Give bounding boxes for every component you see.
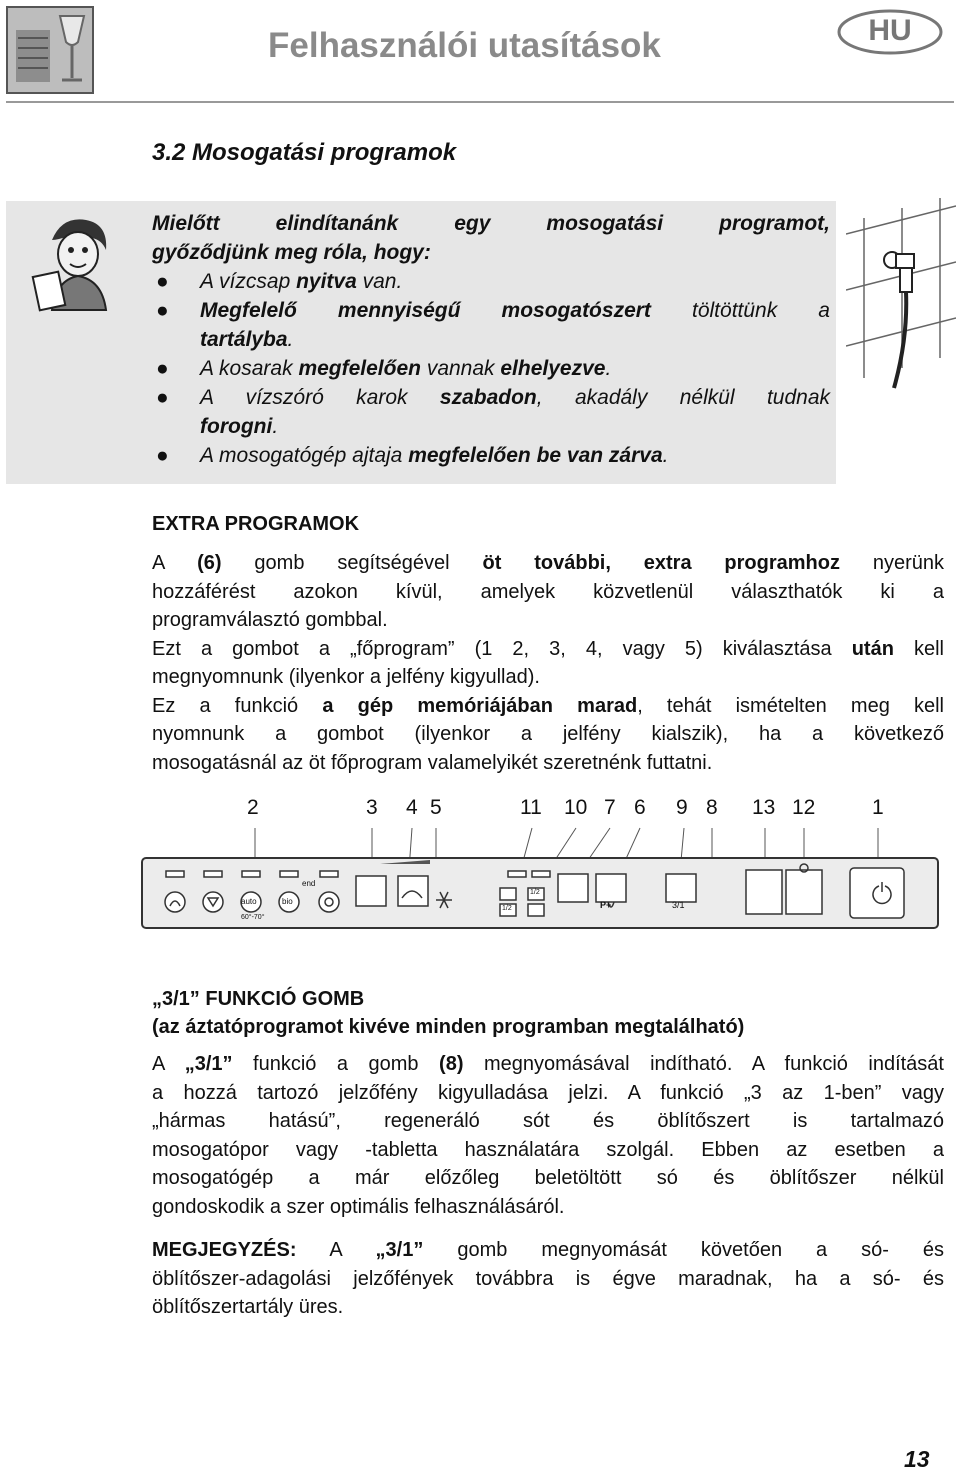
extra-programs-heading: EXTRA PROGRAMOK	[152, 513, 360, 535]
checklist-intro: Mielőtt elindítanánk egy mosogatási programot,	[152, 212, 830, 235]
func31-text: A „3/1” funkció a gomb (8) megnyomásával indítható. A funkció indítását a hozzá tartozó jelzőfény kigyulladása jelzi. A funkció „3 az 1-ben” vagy „hármas hatású”, regeneráló sót és öblítőszert is tartalmazó mosogatópor vagy -tabletta használatára szolgál. Ebben az esetben a mosogatógép a már előzőleg beletöltött só és öblítőszer nélkül gondoskodik a szer optimális felhasználásáról.	[152, 1053, 944, 1218]
half-load-label-upper: 1/2	[530, 889, 540, 896]
language-badge	[836, 8, 944, 56]
p-plus-label: P+	[600, 900, 612, 910]
panel-callout-numbers	[140, 796, 940, 826]
callout-3: 3	[366, 796, 378, 819]
water-tap-illustration	[846, 198, 956, 398]
language-code: HU	[868, 14, 912, 47]
section-title: 3.2 Mosogatási programok	[152, 139, 457, 166]
header-divider	[6, 101, 954, 103]
header-title: Felhasználói utasítások	[268, 26, 661, 65]
func31-heading: „3/1” FUNKCIÓ GOMB	[152, 988, 365, 1010]
callout-6: 6	[634, 796, 646, 819]
callout-4: 4	[406, 796, 418, 819]
checklist-item: ● Megfelelő mennyiségű mosogatószert töltöttünk a	[156, 299, 830, 322]
func31-note: MEGJEGYZÉS: A „3/1” gomb megnyomását követően a só- és öblítőszer-adagolási jelzőfények továbbra is égve maradnak, ha a só- és öblítőszertartály üres.	[152, 1239, 944, 1318]
cartoon-person-illustration	[22, 210, 132, 320]
callout-8: 8	[706, 796, 718, 819]
half-load-label-lower: 1/2	[502, 905, 512, 912]
auto-label: auto	[241, 897, 257, 906]
checklist-item: ● A vízszóró karok szabadon, akadály nélkül tudnak	[156, 386, 830, 409]
callout-12: 12	[792, 796, 816, 819]
callout-9: 9	[676, 796, 688, 819]
callout-7: 7	[604, 796, 616, 819]
checklist-item-continued: forogni.	[200, 415, 279, 438]
auto-temp-label: 60°-70°	[241, 914, 265, 921]
checklist-text	[152, 209, 830, 470]
3in1-button-label: 3/1	[672, 900, 685, 910]
page-number: 13	[904, 1446, 930, 1472]
callout-10: 10	[564, 796, 588, 819]
end-label: end	[302, 879, 316, 888]
checklist-intro-2: győződjünk meg róla, hogy:	[152, 241, 431, 264]
control-panel-diagram	[140, 824, 940, 930]
callout-11: 11	[520, 796, 542, 819]
func31-subheading: (az áztatóprogramot kivéve minden programban megtalálható)	[152, 1016, 745, 1038]
bio-label: bio	[282, 897, 293, 906]
checklist-item: ● A mosogatógép ajtaja megfelelően be van zárva.	[156, 444, 669, 467]
callout-1: 1	[872, 796, 884, 819]
callout-5: 5	[430, 796, 442, 819]
checklist-item-continued: tartályba.	[200, 328, 294, 351]
callout-13: 13	[752, 796, 776, 819]
dishwasher-logo	[6, 6, 94, 94]
callout-2: 2	[247, 796, 259, 819]
checklist-item: ● A kosarak megfelelően vannak elhelyezve.	[156, 357, 612, 380]
extra-programs-text: A (6) gomb segítségével öt további, extra programhoz nyerünk hozzáférést azokon kívül, amelyek közvetlenül választhatók ki a programválasztó gombbal. Ezt a gombot a „főprogram” (1 2, 3, 4, vagy 5) kiválasztása után kell megnyomnunk (ilyenkor a jelfény kigyullad). Ez a funkció a gép memóriájában marad, tehát ismételten meg kell nyomnunk a gombot (ilyenkor a jelfény kialszik), ha a következő mosogatásnál az öt főprogram valamelyikét szeretnénk futtatni.	[152, 552, 944, 774]
checklist-item: ● A vízcsap nyitva van.	[156, 270, 403, 293]
